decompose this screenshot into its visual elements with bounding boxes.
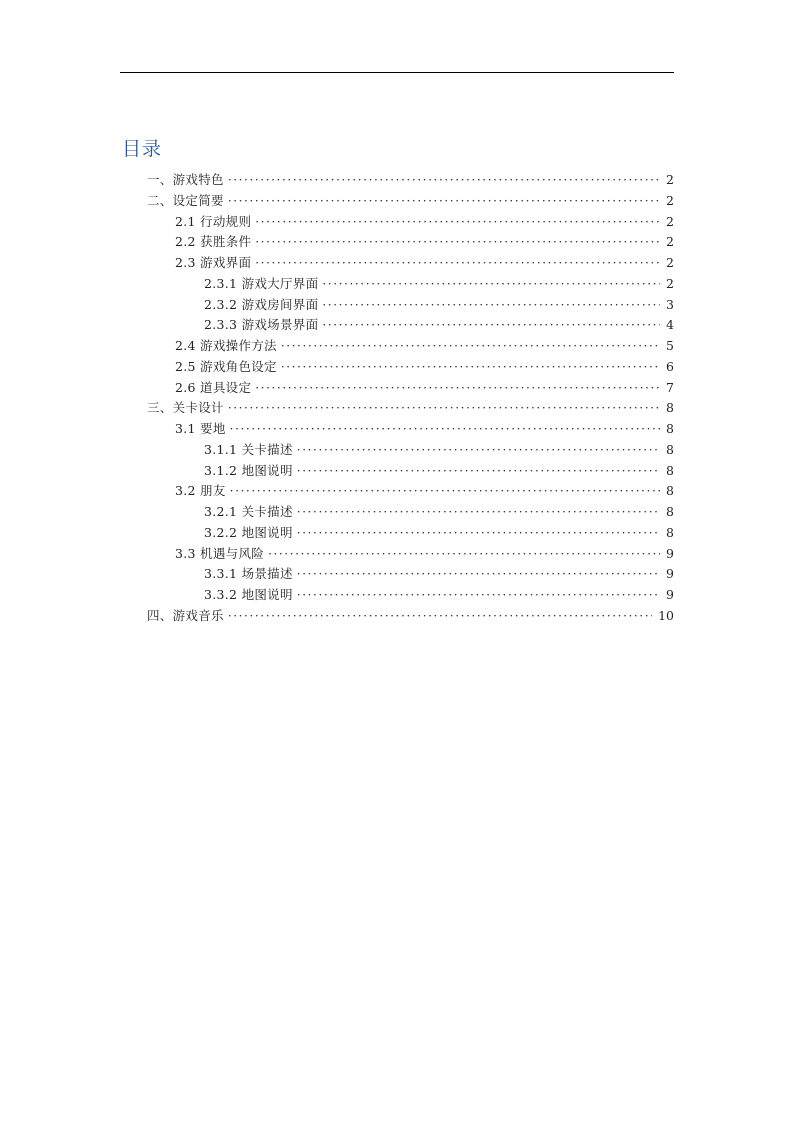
toc-leader-dots <box>228 170 660 190</box>
toc-page-number: 7 <box>666 379 674 395</box>
toc-page-number: 2 <box>666 192 674 208</box>
toc-entry[interactable] <box>175 481 674 501</box>
toc-page-number: 5 <box>666 338 674 353</box>
toc-page-number: 8 <box>666 462 674 478</box>
toc-leader-dots <box>322 315 660 335</box>
toc-entry-label: 3.2.2 地图说明 <box>204 524 293 540</box>
toc-entry[interactable] <box>175 336 674 356</box>
toc-entry[interactable] <box>175 357 674 377</box>
toc-page-number: 2 <box>666 234 674 250</box>
toc-entry-label: 二、设定简要 <box>147 192 224 208</box>
toc-entry[interactable] <box>204 585 674 605</box>
toc-entry[interactable] <box>204 274 674 294</box>
toc-page-number: 6 <box>666 358 674 374</box>
toc-page-number: 2 <box>666 213 674 229</box>
toc-entry-label: 2.3.1 游戏大厅界面 <box>204 275 319 291</box>
toc-leader-dots <box>230 419 660 439</box>
toc-page-number: 8 <box>666 504 674 519</box>
toc-entry-label: 2.3.2 游戏房间界面 <box>204 296 319 312</box>
toc-entry[interactable] <box>147 606 674 626</box>
toc-page-number: 2 <box>666 275 674 291</box>
toc-entry[interactable] <box>204 295 674 315</box>
toc-leader-dots <box>230 481 660 501</box>
toc-entry-label: 2.5 游戏角色设定 <box>175 358 277 374</box>
toc-page-number: 8 <box>666 400 674 416</box>
toc-leader-dots <box>322 274 660 294</box>
toc-entry[interactable] <box>175 544 674 564</box>
toc-entry[interactable] <box>175 419 674 439</box>
toc-page-number: 9 <box>666 587 674 602</box>
toc-page-number: 9 <box>666 566 674 582</box>
toc-leader-dots <box>228 606 652 626</box>
toc-leader-dots <box>268 544 660 564</box>
toc-leader-dots <box>297 461 660 481</box>
toc-entry[interactable] <box>204 502 674 522</box>
toc-leader-dots <box>281 336 660 356</box>
toc-entry[interactable] <box>175 232 674 252</box>
toc-entry-label: 三、关卡设计 <box>147 400 224 416</box>
toc-entry[interactable] <box>175 253 674 273</box>
toc-entry-label: 2.4 游戏操作方法 <box>175 338 277 353</box>
toc-leader-dots <box>255 378 660 398</box>
toc-entry[interactable] <box>147 191 674 211</box>
toc-entry-label: 一、游戏特色 <box>147 172 224 187</box>
toc-entry-label: 2.3.3 游戏场景界面 <box>204 317 319 333</box>
toc-entry-label: 2.3 游戏界面 <box>175 255 252 270</box>
toc-entry[interactable] <box>147 398 674 418</box>
toc-entry-label: 3.3 机遇与风险 <box>175 545 265 561</box>
toc-entry[interactable] <box>147 170 674 190</box>
toc-entry-label: 2.6 道具设定 <box>175 379 252 395</box>
toc-leader-dots <box>297 502 660 522</box>
toc-leader-dots <box>228 191 660 211</box>
toc-entry-label: 3.1.2 地图说明 <box>204 462 293 478</box>
toc-leader-dots <box>255 232 660 252</box>
toc-entry-label: 2.2 获胜条件 <box>175 234 252 250</box>
toc-entry-label: 3.3.2 地图说明 <box>204 587 293 602</box>
toc-page-number: 2 <box>666 255 674 270</box>
toc-entry-label: 3.2 朋友 <box>175 483 226 499</box>
toc-entry-label: 2.1 行动规则 <box>175 213 252 229</box>
toc-page-number: 3 <box>666 296 674 312</box>
toc-leader-dots <box>297 523 660 543</box>
toc-page-number: 8 <box>666 483 674 499</box>
toc-entry[interactable] <box>175 378 674 398</box>
toc-leader-dots <box>322 295 660 315</box>
toc-leader-dots <box>281 357 660 377</box>
toc-entry[interactable] <box>175 212 674 232</box>
toc-page-number: 9 <box>666 545 674 561</box>
toc-entry[interactable] <box>204 564 674 584</box>
toc-entry-label: 3.2.1 关卡描述 <box>204 504 293 519</box>
toc-page-number: 4 <box>666 317 674 333</box>
toc-leader-dots <box>297 585 660 605</box>
toc-leader-dots <box>297 440 660 460</box>
toc-leader-dots <box>297 564 660 584</box>
toc-entry[interactable] <box>204 461 674 481</box>
toc-leader-dots <box>255 253 660 273</box>
toc-page-number: 10 <box>658 607 674 623</box>
toc-leader-dots <box>228 398 660 418</box>
toc-entry-label: 四、游戏音乐 <box>147 607 224 623</box>
toc-entry[interactable] <box>204 315 674 335</box>
toc-title: 目录 <box>122 138 163 160</box>
toc-entry[interactable] <box>204 440 674 460</box>
header-rule <box>120 72 674 73</box>
toc-page-number: 8 <box>666 441 674 457</box>
toc-page-number: 2 <box>666 172 674 187</box>
toc-entry[interactable] <box>204 523 674 543</box>
toc-page-number: 8 <box>666 524 674 540</box>
toc-leader-dots <box>255 212 660 232</box>
toc-entry-label: 3.1 要地 <box>175 421 226 436</box>
toc-entry-label: 3.3.1 场景描述 <box>204 566 293 582</box>
toc-entry-label: 3.1.1 关卡描述 <box>204 441 293 457</box>
toc-page-number: 8 <box>666 421 674 436</box>
